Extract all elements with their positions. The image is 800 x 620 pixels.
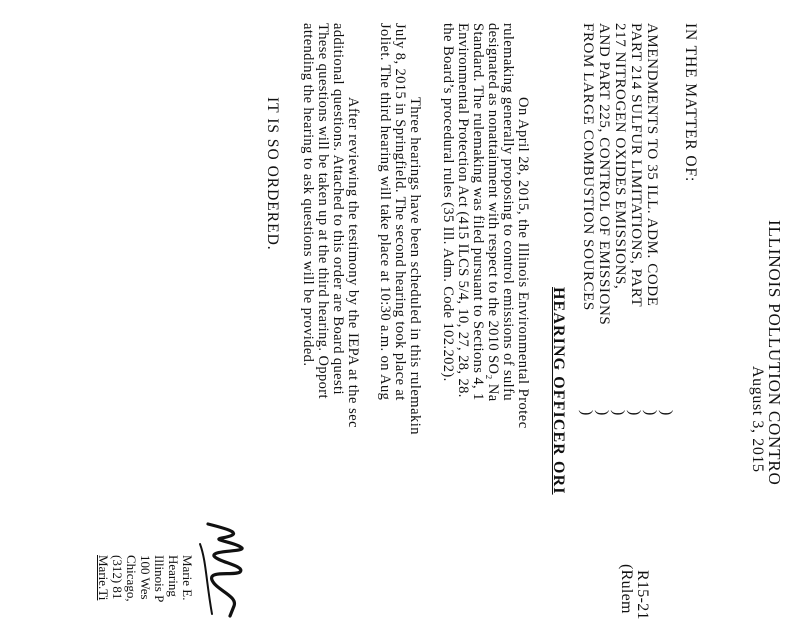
paragraph-line: rulemaking generally proposing to control emissions of sulfu: [500, 23, 516, 401]
order-title: HEARING OFFICER ORI: [550, 287, 567, 495]
paragraph-line: attending the hearing to ask questions will be provided.: [300, 23, 316, 367]
matter-label: IN THE MATTER OF:: [682, 23, 699, 183]
caption-line: FROM LARGE COMBUSTION SOURCES: [580, 23, 596, 311]
paragraph-line: After reviewing the testimony by the IEPA at the sec: [345, 97, 361, 429]
paragraph-line: Joliet. The third hearing will take place at 10:30 a.m. on Aug: [377, 23, 393, 401]
signature-line: Illinois P: [152, 555, 167, 603]
caption-bracket: ): [578, 410, 595, 416]
caption-line: 217 NITROGEN OXIDES EMISSIONS,: [612, 23, 628, 290]
closing-line: IT IS SO ORDERED.: [264, 97, 281, 251]
caption-line: AND PART 225, CONTROL OF EMISSIONS: [596, 23, 612, 326]
paragraph-line: July 8, 2015 in Springfield. The second hearing took place at: [392, 23, 408, 401]
handwritten-signature: [194, 520, 252, 618]
paragraph-line: These questions will be taken up at the third hearing. Opport: [315, 23, 331, 399]
signature-email[interactable]: Marie.Ti: [96, 555, 111, 601]
paragraph-line: Standard. The rulemaking was filed pursuant to Sections 4, 1: [470, 23, 486, 401]
paragraph-line: Three hearings have been scheduled in this rulemakin: [407, 97, 423, 436]
document-date: August 3, 2015: [749, 366, 766, 473]
caption-line: PART 214 SULFUR LIMITATIONS, PART: [628, 23, 644, 308]
docket-type: (Rulem: [618, 564, 635, 614]
signature-line: Marie E.: [180, 555, 195, 601]
signature-line: (312) 81: [110, 555, 125, 600]
caption-bracket: ): [642, 410, 659, 416]
caption-bracket: ): [610, 410, 627, 416]
paragraph-line: Environmental Protection Act (415 ILCS 5/4, 10, 27, 28, 28.: [455, 23, 471, 398]
docket-number: R15-21: [634, 570, 651, 620]
caption-bracket: ): [658, 410, 675, 416]
signature-line: 100 Wes: [138, 555, 153, 600]
paragraph-line: designated as nonattainment with respect to the 2010 SO₂ Na: [485, 23, 501, 402]
caption-bracket: ): [626, 410, 643, 416]
paragraph-line: On April 28, 2015, the Illinois Environmental Protec: [515, 97, 531, 429]
caption-line: AMENDMENTS TO 35 ILL. ADM. CODE: [644, 23, 660, 307]
paragraph-line: the Board’s procedural rules (35 Ill. Adm. Code 102.202).: [440, 23, 456, 382]
signature-line: Hearing: [166, 555, 181, 597]
caption-bracket: ): [594, 410, 611, 416]
paragraph-line: additional questions. Attached to this order are Board questi: [330, 23, 346, 395]
board-name: ILLINOIS POLLUTION CONTRO: [765, 220, 784, 486]
signature-line: Chicago,: [124, 555, 139, 602]
